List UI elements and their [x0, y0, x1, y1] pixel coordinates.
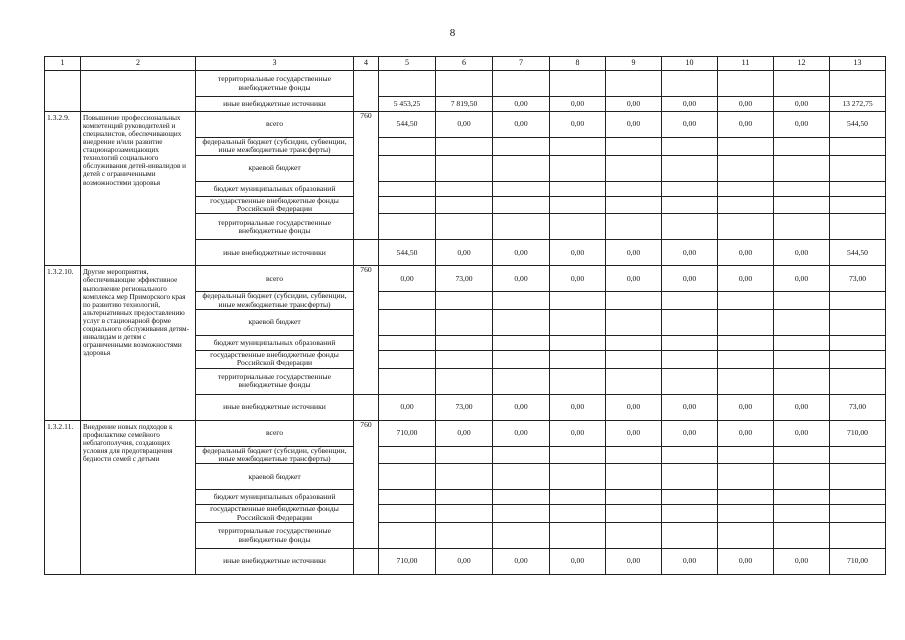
item-name: Повышение профессиональных компетенций руководителей и специалистов, обеспечивающих внедрение и/или развитие стационарозамещающих технологий социального обслуживания детей-инвалидов и детей с ограниченными возможностями здоровья — [81, 112, 196, 266]
value-cell — [662, 196, 718, 214]
header-col-6: 6 — [436, 57, 493, 71]
value-cell: 0,00 — [550, 394, 606, 420]
value-cell — [379, 71, 436, 97]
value-cell — [550, 464, 606, 490]
value-cell: 0,00 — [662, 394, 718, 420]
continuation-code-cell — [45, 71, 81, 112]
funding-source: бюджет муниципальных образований — [196, 181, 354, 196]
value-cell — [774, 181, 830, 196]
value-cell: 0,00 — [718, 394, 774, 420]
value-cell: 0,00 — [550, 112, 606, 138]
value-cell — [436, 181, 493, 196]
value-cell — [830, 523, 886, 549]
value-cell: 0,00 — [436, 240, 493, 266]
value-cell — [550, 505, 606, 523]
value-cell — [379, 368, 436, 394]
value-cell — [830, 490, 886, 505]
value-cell: 0,00 — [436, 420, 493, 446]
header-col-10: 10 — [662, 57, 718, 71]
value-cell: 0,00 — [774, 420, 830, 446]
funding-source: территориальные государственные внебюджетные фонды — [196, 214, 354, 240]
value-cell — [379, 523, 436, 549]
value-cell: 0,00 — [718, 549, 774, 575]
value-cell — [550, 71, 606, 97]
value-cell — [774, 71, 830, 97]
funding-source: бюджет муниципальных образований — [196, 490, 354, 505]
value-cell — [436, 138, 493, 156]
value-cell: 0,00 — [379, 266, 436, 292]
value-cell: 0,00 — [550, 240, 606, 266]
header-col-11: 11 — [718, 57, 774, 71]
value-cell — [662, 446, 718, 464]
value-cell — [493, 138, 550, 156]
value-cell: 0,00 — [774, 97, 830, 112]
value-cell — [436, 351, 493, 369]
value-cell: 13 272,75 — [830, 97, 886, 112]
value-cell: 710,00 — [830, 420, 886, 446]
value-cell — [774, 336, 830, 351]
value-cell — [379, 446, 436, 464]
continuation-row — [45, 71, 886, 97]
value-cell — [493, 196, 550, 214]
value-cell: 0,00 — [606, 549, 662, 575]
item-name: Другие мероприятия, обеспечивающие эффективное выполнение регионального комплекса мер Приморского края по развитию технологий, альтернативных предоставлению услуг в стационарной форме социального обслуживания детям-инвалидам и детям с ограниченными возможностями здоровья — [81, 266, 196, 420]
value-cell — [718, 368, 774, 394]
value-cell — [606, 523, 662, 549]
value-cell — [606, 351, 662, 369]
value-cell: 73,00 — [830, 266, 886, 292]
value-cell: 0,00 — [718, 420, 774, 446]
funding-source: иные внебюджетные источники — [196, 549, 354, 575]
funding-source: иные внебюджетные источники — [196, 97, 354, 112]
value-cell — [662, 214, 718, 240]
value-cell — [493, 155, 550, 181]
funding-source: федеральный бюджет (субсидии, субвенции, иные межбюджетные трансферты) — [196, 446, 354, 464]
value-cell: 0,00 — [493, 394, 550, 420]
value-cell — [493, 292, 550, 310]
value-cell — [718, 196, 774, 214]
value-cell — [379, 490, 436, 505]
value-cell: 5 453,25 — [379, 97, 436, 112]
value-cell — [662, 336, 718, 351]
value-cell — [550, 138, 606, 156]
value-cell — [606, 368, 662, 394]
funding-source: государственные внебюджетные фонды Российской Федерации — [196, 196, 354, 214]
value-cell — [774, 138, 830, 156]
value-cell — [606, 310, 662, 336]
funding-source: иные внебюджетные источники — [196, 240, 354, 266]
value-cell: 0,00 — [662, 112, 718, 138]
value-cell — [830, 505, 886, 523]
value-cell: 0,00 — [662, 97, 718, 112]
value-cell — [493, 464, 550, 490]
header-col-7: 7 — [493, 57, 550, 71]
value-cell — [436, 336, 493, 351]
value-cell — [662, 505, 718, 523]
value-cell — [493, 214, 550, 240]
value-cell: 0,00 — [662, 240, 718, 266]
value-cell — [662, 310, 718, 336]
value-cell — [606, 336, 662, 351]
value-cell — [662, 351, 718, 369]
value-cell: 544,50 — [379, 240, 436, 266]
funding-source: государственные внебюджетные фонды Российской Федерации — [196, 351, 354, 369]
header-col-1: 1 — [45, 57, 81, 71]
value-cell — [436, 292, 493, 310]
value-cell — [718, 155, 774, 181]
value-cell — [550, 196, 606, 214]
value-cell — [774, 505, 830, 523]
value-cell — [830, 464, 886, 490]
value-cell — [550, 351, 606, 369]
value-cell — [774, 490, 830, 505]
value-cell — [662, 490, 718, 505]
value-cell — [379, 464, 436, 490]
value-cell — [774, 196, 830, 214]
grbs-cell — [354, 549, 379, 575]
value-cell — [718, 351, 774, 369]
value-cell — [379, 214, 436, 240]
value-cell — [718, 181, 774, 196]
value-cell — [606, 505, 662, 523]
value-cell — [379, 155, 436, 181]
value-cell: 0,00 — [550, 97, 606, 112]
value-cell: 710,00 — [830, 549, 886, 575]
value-cell — [606, 446, 662, 464]
value-cell — [830, 310, 886, 336]
funding-source: федеральный бюджет (субсидии, субвенции, иные межбюджетные трансферты) — [196, 292, 354, 310]
grbs-code: 760 — [354, 420, 379, 548]
grbs-cell — [354, 394, 379, 420]
value-cell: 0,00 — [436, 549, 493, 575]
value-cell — [718, 336, 774, 351]
value-cell — [830, 155, 886, 181]
value-cell: 0,00 — [718, 240, 774, 266]
value-cell — [493, 336, 550, 351]
value-cell — [662, 71, 718, 97]
value-cell — [550, 336, 606, 351]
value-cell — [493, 310, 550, 336]
value-cell: 0,00 — [774, 266, 830, 292]
value-cell — [830, 214, 886, 240]
value-cell — [774, 214, 830, 240]
funding-source: краевой бюджет — [196, 464, 354, 490]
value-cell: 0,00 — [606, 240, 662, 266]
value-cell — [774, 310, 830, 336]
value-cell: 544,50 — [830, 240, 886, 266]
value-cell: 0,00 — [493, 266, 550, 292]
value-cell — [550, 292, 606, 310]
value-cell — [718, 523, 774, 549]
table-row — [45, 420, 886, 446]
value-cell: 0,00 — [606, 394, 662, 420]
value-cell: 0,00 — [550, 420, 606, 446]
value-cell — [550, 446, 606, 464]
value-cell — [493, 351, 550, 369]
value-cell: 0,00 — [436, 112, 493, 138]
value-cell — [606, 138, 662, 156]
value-cell — [718, 446, 774, 464]
value-cell — [662, 464, 718, 490]
value-cell — [718, 310, 774, 336]
value-cell — [379, 138, 436, 156]
header-col-13: 13 — [830, 57, 886, 71]
value-cell — [662, 181, 718, 196]
value-cell — [830, 138, 886, 156]
continuation-name-cell — [81, 71, 196, 112]
value-cell — [606, 196, 662, 214]
value-cell: 0,00 — [662, 549, 718, 575]
value-cell: 0,00 — [606, 97, 662, 112]
value-cell — [436, 464, 493, 490]
value-cell — [550, 181, 606, 196]
value-cell — [774, 523, 830, 549]
value-cell — [774, 292, 830, 310]
value-cell — [493, 446, 550, 464]
value-cell — [436, 446, 493, 464]
value-cell — [436, 214, 493, 240]
value-cell — [606, 464, 662, 490]
value-cell: 0,00 — [493, 97, 550, 112]
value-cell — [830, 336, 886, 351]
value-cell — [718, 214, 774, 240]
value-cell: 0,00 — [718, 97, 774, 112]
value-cell: 73,00 — [436, 266, 493, 292]
budget-table — [44, 56, 886, 575]
value-cell: 0,00 — [774, 240, 830, 266]
value-cell — [606, 490, 662, 505]
item-name: Внедрение новых подходов к профилактике семейного неблагополучия, создающих условия для предотвращения бедности семей с детьми — [81, 420, 196, 574]
value-cell — [718, 464, 774, 490]
funding-source: краевой бюджет — [196, 155, 354, 181]
value-cell: 0,00 — [606, 420, 662, 446]
value-cell — [379, 196, 436, 214]
value-cell: 0,00 — [550, 549, 606, 575]
value-cell — [662, 523, 718, 549]
value-cell — [774, 351, 830, 369]
value-cell — [550, 368, 606, 394]
value-cell — [830, 181, 886, 196]
value-cell — [830, 292, 886, 310]
value-cell — [774, 155, 830, 181]
value-cell — [550, 310, 606, 336]
value-cell — [379, 310, 436, 336]
grbs-cell — [354, 240, 379, 266]
value-cell: 0,00 — [379, 394, 436, 420]
value-cell: 0,00 — [550, 266, 606, 292]
funding-source: бюджет муниципальных образований — [196, 336, 354, 351]
value-cell — [493, 490, 550, 505]
header-col-4: 4 — [354, 57, 379, 71]
header-col-5: 5 — [379, 57, 436, 71]
value-cell — [662, 292, 718, 310]
value-cell: 0,00 — [662, 420, 718, 446]
value-cell: 0,00 — [493, 240, 550, 266]
value-cell — [830, 368, 886, 394]
value-cell: 0,00 — [774, 112, 830, 138]
item-code: 1.3.2.9. — [45, 112, 81, 266]
value-cell — [606, 214, 662, 240]
value-cell — [436, 310, 493, 336]
funding-source: всего — [196, 266, 354, 292]
value-cell — [662, 155, 718, 181]
funding-source: территориальные государственные внебюджетные фонды — [196, 71, 354, 97]
funding-source: всего — [196, 420, 354, 446]
table-row — [45, 112, 886, 138]
header-col-3: 3 — [196, 57, 354, 71]
value-cell — [379, 336, 436, 351]
value-cell — [830, 196, 886, 214]
value-cell: 0,00 — [493, 549, 550, 575]
value-cell — [550, 523, 606, 549]
value-cell — [606, 292, 662, 310]
grbs-code: 760 — [354, 112, 379, 240]
table-row — [45, 266, 886, 292]
value-cell: 0,00 — [774, 394, 830, 420]
value-cell — [606, 181, 662, 196]
value-cell: 0,00 — [493, 112, 550, 138]
value-cell — [718, 292, 774, 310]
value-cell — [718, 71, 774, 97]
header-row — [45, 57, 886, 71]
value-cell — [662, 138, 718, 156]
value-cell — [493, 523, 550, 549]
funding-source: государственные внебюджетные фонды Российской Федерации — [196, 505, 354, 523]
grbs-cell — [354, 71, 379, 112]
value-cell — [493, 505, 550, 523]
value-cell — [662, 368, 718, 394]
value-cell: 544,50 — [830, 112, 886, 138]
value-cell: 710,00 — [379, 549, 436, 575]
value-cell — [379, 292, 436, 310]
page-number: 8 — [449, 27, 456, 39]
value-cell: 0,00 — [606, 266, 662, 292]
value-cell: 0,00 — [718, 266, 774, 292]
value-cell — [436, 71, 493, 97]
value-cell — [718, 138, 774, 156]
value-cell: 710,00 — [379, 420, 436, 446]
value-cell — [606, 155, 662, 181]
value-cell — [436, 196, 493, 214]
value-cell — [830, 351, 886, 369]
value-cell — [379, 181, 436, 196]
funding-source: всего — [196, 112, 354, 138]
value-cell — [436, 490, 493, 505]
value-cell — [718, 505, 774, 523]
value-cell — [436, 368, 493, 394]
value-cell — [606, 71, 662, 97]
value-cell — [379, 351, 436, 369]
funding-source: территориальные государственные внебюджетные фонды — [196, 368, 354, 394]
funding-source: иные внебюджетные источники — [196, 394, 354, 420]
item-code: 1.3.2.11. — [45, 420, 81, 574]
header-col-2: 2 — [81, 57, 196, 71]
value-cell: 0,00 — [774, 549, 830, 575]
value-cell — [436, 523, 493, 549]
value-cell — [774, 464, 830, 490]
value-cell: 0,00 — [606, 112, 662, 138]
value-cell — [436, 505, 493, 523]
grbs-code: 760 — [354, 266, 379, 394]
value-cell — [493, 368, 550, 394]
funding-source: территориальные государственные внебюджетные фонды — [196, 523, 354, 549]
value-cell: 0,00 — [493, 420, 550, 446]
value-cell — [718, 490, 774, 505]
value-cell — [493, 181, 550, 196]
value-cell — [550, 214, 606, 240]
item-code: 1.3.2.10. — [45, 266, 81, 420]
value-cell — [493, 71, 550, 97]
value-cell: 7 819,50 — [436, 97, 493, 112]
value-cell — [774, 368, 830, 394]
value-cell — [550, 155, 606, 181]
value-cell: 0,00 — [662, 266, 718, 292]
value-cell — [550, 490, 606, 505]
header-col-8: 8 — [550, 57, 606, 71]
value-cell — [379, 505, 436, 523]
value-cell — [774, 446, 830, 464]
value-cell: 0,00 — [718, 112, 774, 138]
value-cell — [830, 71, 886, 97]
value-cell: 73,00 — [830, 394, 886, 420]
value-cell: 544,50 — [379, 112, 436, 138]
value-cell — [830, 446, 886, 464]
value-cell — [436, 155, 493, 181]
funding-source: федеральный бюджет (субсидии, субвенции, иные межбюджетные трансферты) — [196, 138, 354, 156]
header-col-12: 12 — [774, 57, 830, 71]
funding-source: краевой бюджет — [196, 310, 354, 336]
header-col-9: 9 — [606, 57, 662, 71]
value-cell: 73,00 — [436, 394, 493, 420]
